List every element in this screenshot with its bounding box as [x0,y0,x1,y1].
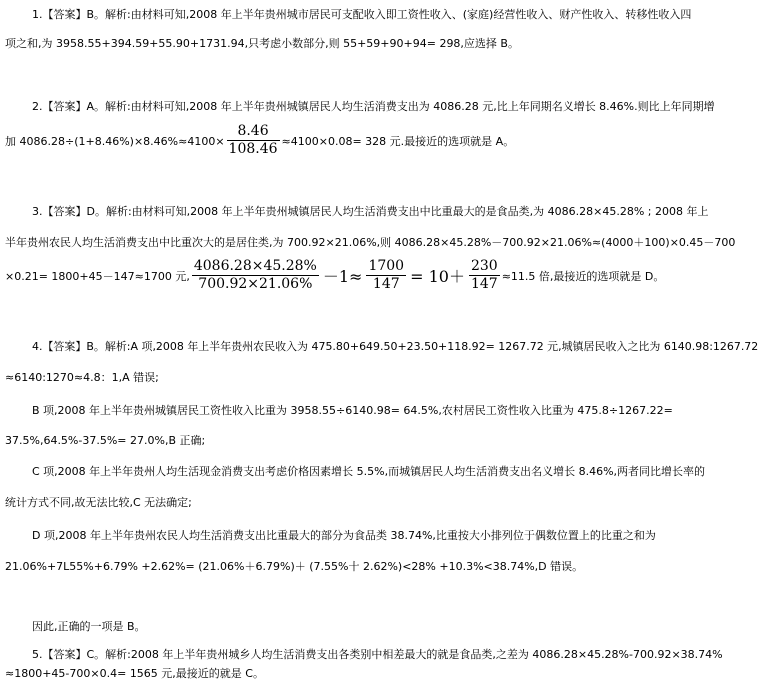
conclusion-line: 因此,正确的一项是 B。 [32,620,146,633]
q5-line-2: ≈1800+45-700×0.4= 1565 元,最接近的就是 C。 [5,667,264,680]
q2-fraction-numerator: 8.46 [227,123,280,141]
q4-line-8: 21.06%+7L55%+6.79% +2.62%= (21.06%＋6.79%)＋ (7.55%十 2.62%)<28% +10.3%<38.74%,D 错误。 [5,560,584,573]
q3-fraction-3-denominator: 147 [470,276,498,292]
q3-fraction-2-numerator: 1700 [368,258,405,274]
q3-fraction-1 [192,258,319,293]
q3-fraction-1-denominator: 700.92×21.06% [198,276,313,292]
q3-operator-1: －1≈ [322,267,363,286]
q4-line-5: C 项,2008 年上半年贵州人均生活现金消费支出考虑价格因素增长 5.5%,而城镇居民人均生活消费支出名义增长 8.46%,两者同比增长率的 [32,465,706,478]
q5-line-1: 5.【答案】C。解析:2008 年上半年贵州城乡人均生活消费支出各类别中相差最大的就是食品类,之差为 4086.28×45.28%-700.92×38.74% [32,648,723,661]
q3-operator-2: = 10＋ [410,267,465,286]
q3-fraction-2 [366,258,406,293]
q3-fraction-3 [469,258,500,293]
q2-fraction [227,123,280,158]
q3-fraction-1-numerator: 4086.28×45.28% [193,258,317,274]
q3-formula-row [5,258,664,293]
q3-fraction-3-numerator: 230 [470,258,498,274]
q4-line-6: 统计方式不同,故无法比较,C 无法确定; [5,496,192,509]
q3-line-1: 3.【答案】D。解析:由材料可知,2008 年上半年贵州城镇居民人均生活消费支出中比重最大的是食品类,为 4086.28×45.28% ; 2008 年上 [32,205,709,218]
q4-line-2: ≈6140:1270≈4.8：1,A 错误; [5,371,159,384]
q2-fraction-denominator: 108.46 [228,141,278,157]
q4-line-4: 37.5%,64.5%-37.5%= 27.0%,B 正确; [5,434,206,447]
q4-line-3: B 项,2008 年上半年贵州城镇居民工资性收入比重为 3958.55÷6140.98= 64.5%,农村居民工资性收入比重为 475.8÷1267.22= [32,404,673,417]
q2-formula-pre: 加 4086.28÷(1+8.46%)×8.46%≈4100× [5,134,225,148]
q3-formula-post: ≈11.5 倍,最接近的选项就是 D。 [501,269,665,283]
q3-fraction-2-denominator: 147 [372,276,400,292]
q4-line-7: D 项,2008 年上半年贵州农民人均生活消费支出比重最大的部分为食品类 38.74%,比重按大小排列位于偶数位置上的比重之和为 [32,529,656,542]
q2-formula-row [5,123,514,158]
q3-formula-pre: ×0.21= 1800+45－147≈1700 元, [5,269,190,283]
q2-line-1: 2.【答案】A。解析:由材料可知,2008 年上半年贵州城镇居民人均生活消费支出为 4086.28 元,比上年同期名义增长 8.46%.则比上年同期增 [32,100,715,113]
q4-line-1: 4.【答案】B。解析:A 项,2008 年上半年贵州农民收入为 475.80+649.50+23.50+118.92= 1267.72 元,城镇居民收入之比为 6140.98:1267.72 [32,340,759,353]
q2-formula-post: ≈4100×0.08= 328 元.最接近的选项就是 A。 [281,134,515,148]
q3-line-2: 半年贵州农民人均生活消费支出中比重次大的是居住类,为 700.92×21.06%,则 4086.28×45.28%－700.92×21.06%≈(4000＋100)×0.45－700 [5,236,736,249]
q1-line-2: 项之和,为 3958.55+394.59+55.90+1731.94,只考虑小数部分,则 55+59+90+94= 298,应选择 B。 [5,37,519,50]
q1-line-1: 1.【答案】B。解析:由材料可知,2008 年上半年贵州城市居民可支配收入即工资性收入、(家庭)经营性收入、财产性收入、转移性收入四 [32,8,692,21]
